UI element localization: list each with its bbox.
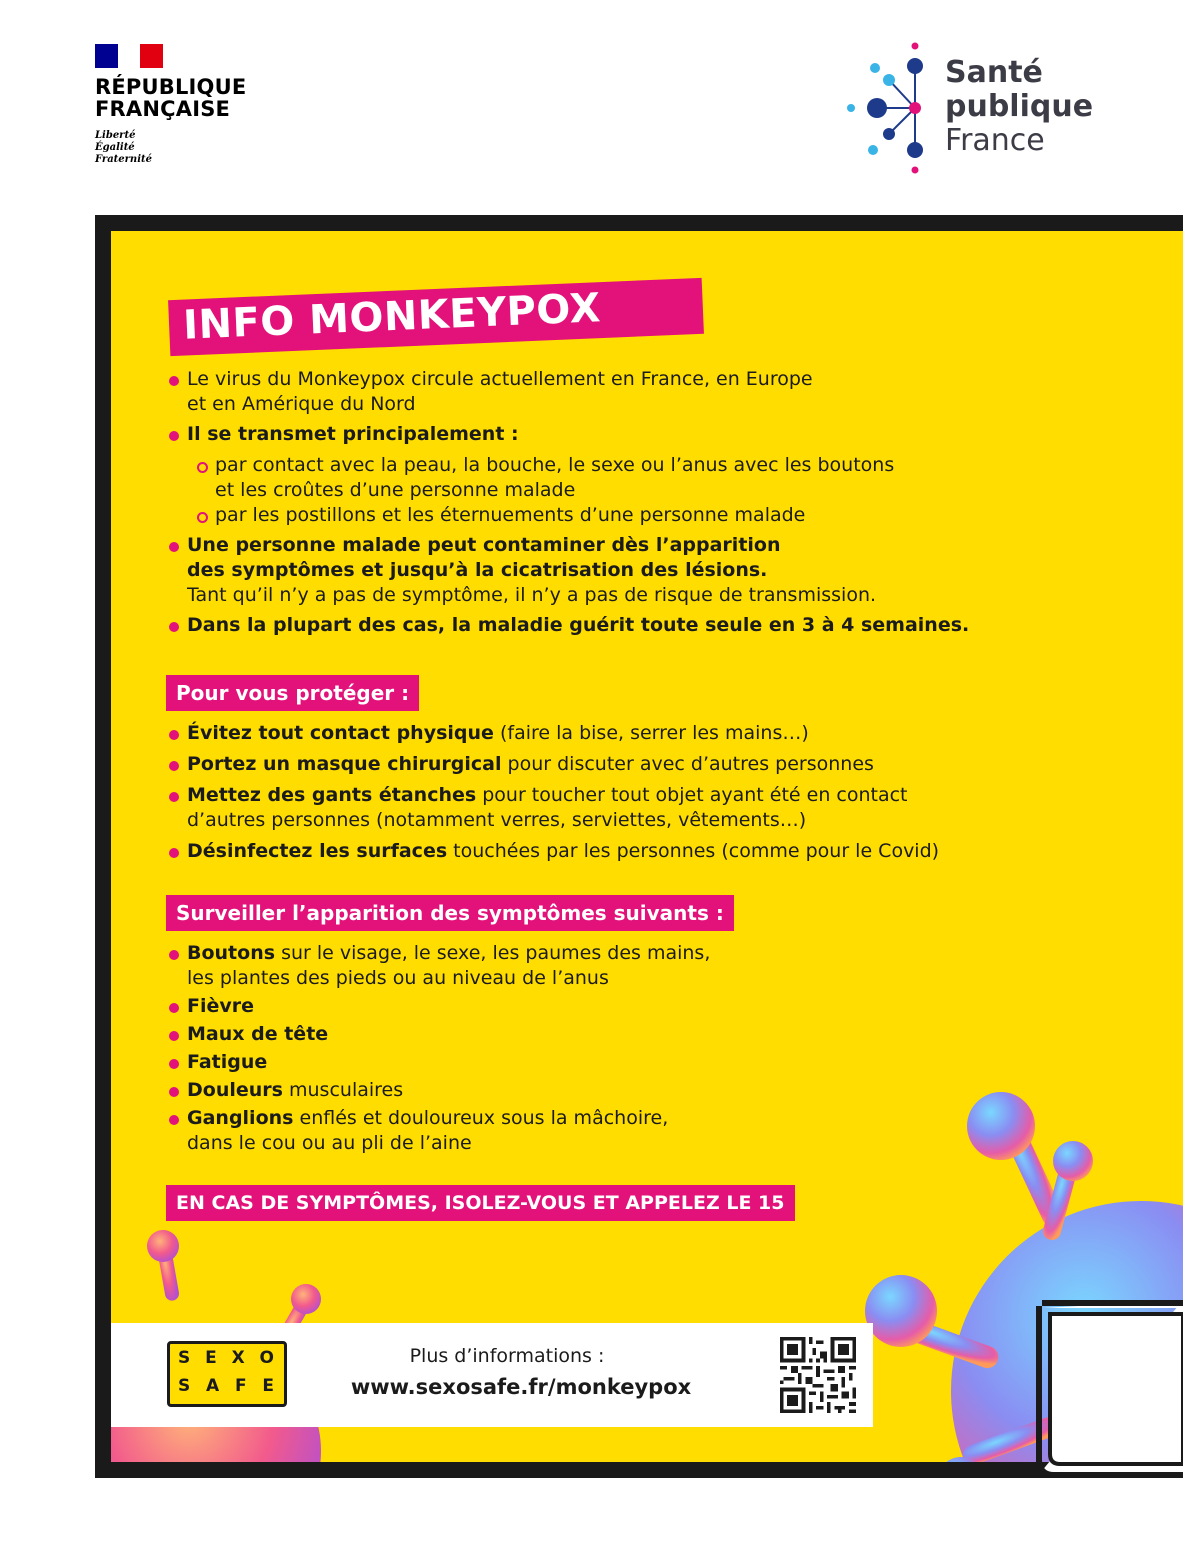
spf-line3: France	[945, 123, 1045, 158]
protect-item3-bold: Mettez des gants étanches	[187, 784, 477, 806]
intro-sub1-line1: par contact avec la peau, la bouche, le sexe ou l’anus avec les boutons	[215, 454, 895, 476]
intro-item3-line2: des symptômes et jusqu’à la cicatrisation des lésions.	[187, 559, 768, 581]
motto-egalite: Égalité	[95, 142, 135, 153]
symptom-item5-rest: musculaires	[282, 1079, 404, 1101]
network-dots-icon	[845, 42, 935, 176]
list-item	[169, 1050, 710, 1075]
sexo-letter: S	[178, 1348, 193, 1368]
sexo-letter: O	[259, 1348, 276, 1368]
republique-francaise-logo	[95, 44, 246, 166]
sexosafe-logo	[167, 1341, 287, 1407]
intro-item4: Dans la plupart des cas, la maladie guérit toute seule en 3 à 4 semaines.	[187, 614, 970, 636]
symptom-item1-rest: sur le visage, le sexe, les paumes des mains,	[275, 942, 711, 964]
qr-code-icon[interactable]	[776, 1337, 860, 1413]
symptoms-list	[169, 941, 710, 1156]
list-item	[169, 367, 969, 417]
rf-title-line2: FRANÇAISE	[95, 97, 231, 121]
protect-item3-rest: pour toucher tout objet ayant été en contact	[476, 784, 908, 806]
intro-list	[169, 367, 969, 638]
intro-item1-line1: Le virus du Monkeypox circule actuellement en France, en Europe	[187, 368, 813, 390]
list-item	[169, 783, 939, 833]
motto-fraternite: Fraternité	[95, 154, 152, 165]
list-item	[169, 1078, 710, 1103]
symptom-item6-bold: Ganglions	[187, 1107, 294, 1129]
rf-title	[95, 76, 246, 120]
list-item	[169, 1106, 710, 1156]
list-item	[169, 613, 969, 638]
symptom-item1-line2: les plantes des pieds ou au niveau de l’anus	[187, 967, 609, 989]
page-curl-decoration	[1036, 1300, 1183, 1478]
list-item	[169, 839, 939, 864]
symptom-item6-line2: dans le cou ou au pli de l’aine	[187, 1132, 472, 1154]
protect-item1-rest: (faire la bise, serrer les mains…)	[493, 722, 809, 744]
spf-line2: publique	[945, 89, 1094, 124]
protect-item2-rest: pour discuter avec d’autres personnes	[501, 753, 874, 775]
spf-wordmark	[945, 56, 1093, 158]
spf-line1: Santé	[945, 55, 1043, 90]
protect-item3-line2: d’autres personnes (notamment verres, serviettes, vêtements…)	[187, 809, 807, 831]
rf-motto	[95, 130, 246, 166]
safe-letter: F	[234, 1376, 249, 1396]
list-item	[169, 721, 939, 746]
french-flag-icon	[95, 44, 163, 68]
poster-frame	[95, 215, 1183, 1478]
intro-item1-line2: et en Amérique du Nord	[187, 393, 416, 415]
intro-item3-line1: Une personne malade peut contaminer dès l’apparition	[187, 534, 781, 556]
protect-item4-rest: touchées par les personnes (comme pour le Covid)	[447, 840, 940, 862]
symptom-item2: Fièvre	[187, 995, 255, 1017]
list-item	[169, 941, 710, 991]
list-item	[169, 422, 969, 447]
list-item	[169, 752, 939, 777]
motto-liberte: Liberté	[95, 130, 136, 141]
protect-list	[169, 721, 939, 864]
intro-item2: Il se transmet principalement :	[187, 423, 519, 445]
protect-item4-bold: Désinfectez les surfaces	[187, 840, 448, 862]
alert-banner: EN CAS DE SYMPTÔMES, ISOLEZ-VOUS ET APPELEZ LE 15	[166, 1185, 795, 1221]
intro-item3-line3: Tant qu’il n’y a pas de symptôme, il n’y a pas de risque de transmission.	[187, 584, 877, 606]
section-heading-protect: Pour vous protéger :	[166, 675, 419, 711]
rf-title-line1: RÉPUBLIQUE	[95, 75, 247, 99]
sub-list-item	[169, 453, 969, 503]
safe-letter: S	[178, 1376, 193, 1396]
symptom-item3: Maux de tête	[187, 1023, 329, 1045]
sub-list-item	[169, 503, 969, 528]
more-info-box	[111, 1323, 873, 1427]
sexo-letter: X	[231, 1348, 247, 1368]
safe-letter: E	[262, 1376, 276, 1396]
section-heading-symptoms: Surveiller l’apparition des symptômes suivants :	[166, 895, 734, 931]
protect-item2-bold: Portez un masque chirurgical	[187, 753, 502, 775]
info-url-link[interactable]: www.sexosafe.fr/monkeypox	[350, 1375, 692, 1399]
symptom-item4: Fatigue	[187, 1051, 268, 1073]
more-info-label: Plus d’informations :	[409, 1345, 605, 1367]
safe-letter: A	[206, 1376, 222, 1396]
list-item	[169, 1022, 710, 1047]
sexo-letter: E	[205, 1348, 219, 1368]
symptom-item6-rest: enflés et douloureux sous la mâchoire,	[293, 1107, 669, 1129]
list-item	[169, 533, 969, 608]
page-title: INFO MONKEYPOX	[182, 285, 602, 349]
list-item	[169, 994, 710, 1019]
intro-sub2: par les postillons et les éternuements d’une personne malade	[215, 504, 806, 526]
sante-publique-france-logo	[845, 42, 1105, 176]
symptom-item5-bold: Douleurs	[187, 1079, 283, 1101]
protect-item1-bold: Évitez tout contact physique	[187, 722, 494, 744]
symptom-item1-bold: Boutons	[187, 942, 276, 964]
intro-sub1-line2: et les croûtes d’une personne malade	[215, 479, 576, 501]
poster	[111, 231, 1183, 1462]
